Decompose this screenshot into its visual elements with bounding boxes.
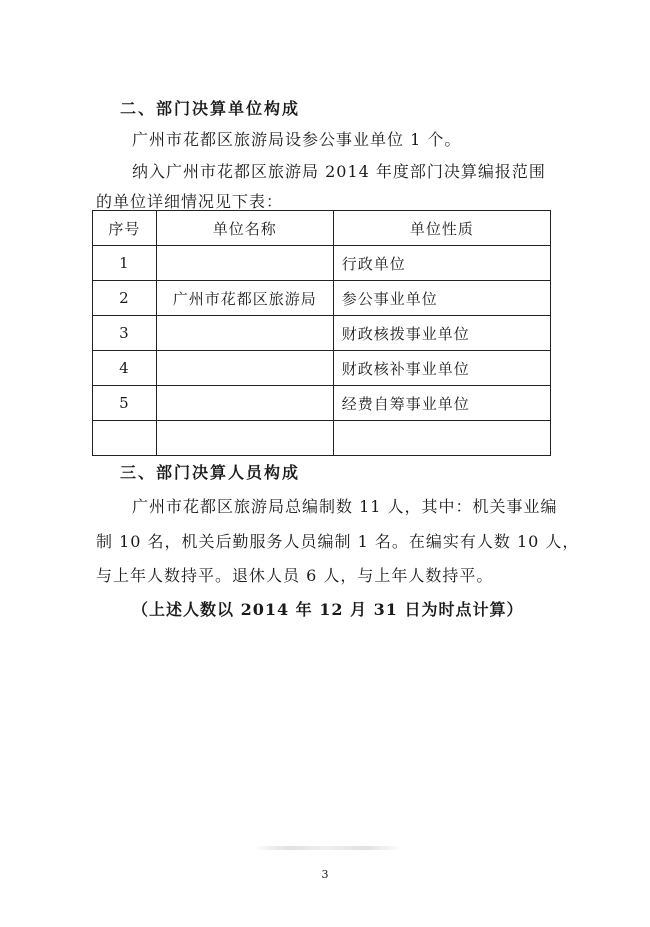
- cell-unit-type: 经费自筹事业单位: [333, 386, 550, 421]
- table-header-row: [93, 211, 551, 246]
- header-unit-name: 单位名称: [156, 211, 333, 246]
- table-row: [93, 386, 551, 421]
- cell-serial: 3: [93, 316, 157, 351]
- cell-serial: [93, 421, 157, 456]
- paragraph-scope-line-2: 的单位详细情况见下表：: [96, 192, 284, 211]
- cell-unit-name: 广州市花都区旅游局: [156, 281, 333, 316]
- cell-serial: 4: [93, 351, 157, 386]
- paragraph-staff-line-2: 制 10 名，机关后勤服务人员编制 1 名。在编实有人数 10 人，: [96, 532, 580, 551]
- unit-table: [92, 210, 551, 456]
- header-serial: 序号: [93, 211, 157, 246]
- paragraph-unit-count: 广州市花都区旅游局设参公事业单位 1 个。: [132, 130, 462, 149]
- cell-serial: 5: [93, 386, 157, 421]
- cell-unit-type: 行政单位: [333, 246, 550, 281]
- table-row: [93, 246, 551, 281]
- table-row: [93, 421, 551, 456]
- section-heading-unit-composition: 二、部门决算单位构成: [120, 99, 301, 118]
- cell-unit-type: 参公事业单位: [333, 281, 550, 316]
- cell-unit-type: [333, 421, 550, 456]
- table-row: [93, 281, 551, 316]
- cell-serial: 2: [93, 281, 157, 316]
- paragraph-scope-line-1: 纳入广州市花都区旅游局 2014 年度部门决算编报范围: [132, 162, 546, 181]
- cell-unit-type: 财政核拨事业单位: [333, 316, 550, 351]
- cell-unit-name: [156, 421, 333, 456]
- cell-unit-name: [156, 246, 333, 281]
- note-count-date: （上述人数以 2014 年 12 月 31 日为时点计算）: [132, 600, 524, 619]
- cell-serial: 1: [93, 246, 157, 281]
- header-unit-type: 单位性质: [333, 211, 550, 246]
- cell-unit-name: [156, 351, 333, 386]
- table-row: [93, 316, 551, 351]
- cell-unit-type: 财政核补事业单位: [333, 351, 550, 386]
- paragraph-staff-line-3: 与上年人数持平。退休人员 6 人，与上年人数持平。: [96, 566, 494, 585]
- table-row: [93, 351, 551, 386]
- paragraph-staff-line-1: 广州市花都区旅游局总编制数 11 人，其中：机关事业编: [132, 497, 558, 516]
- section-heading-staff-composition: 三、部门决算人员构成: [120, 463, 301, 482]
- scan-artifact: [252, 846, 402, 850]
- cell-unit-name: [156, 386, 333, 421]
- page-number: 3: [321, 868, 329, 881]
- cell-unit-name: [156, 316, 333, 351]
